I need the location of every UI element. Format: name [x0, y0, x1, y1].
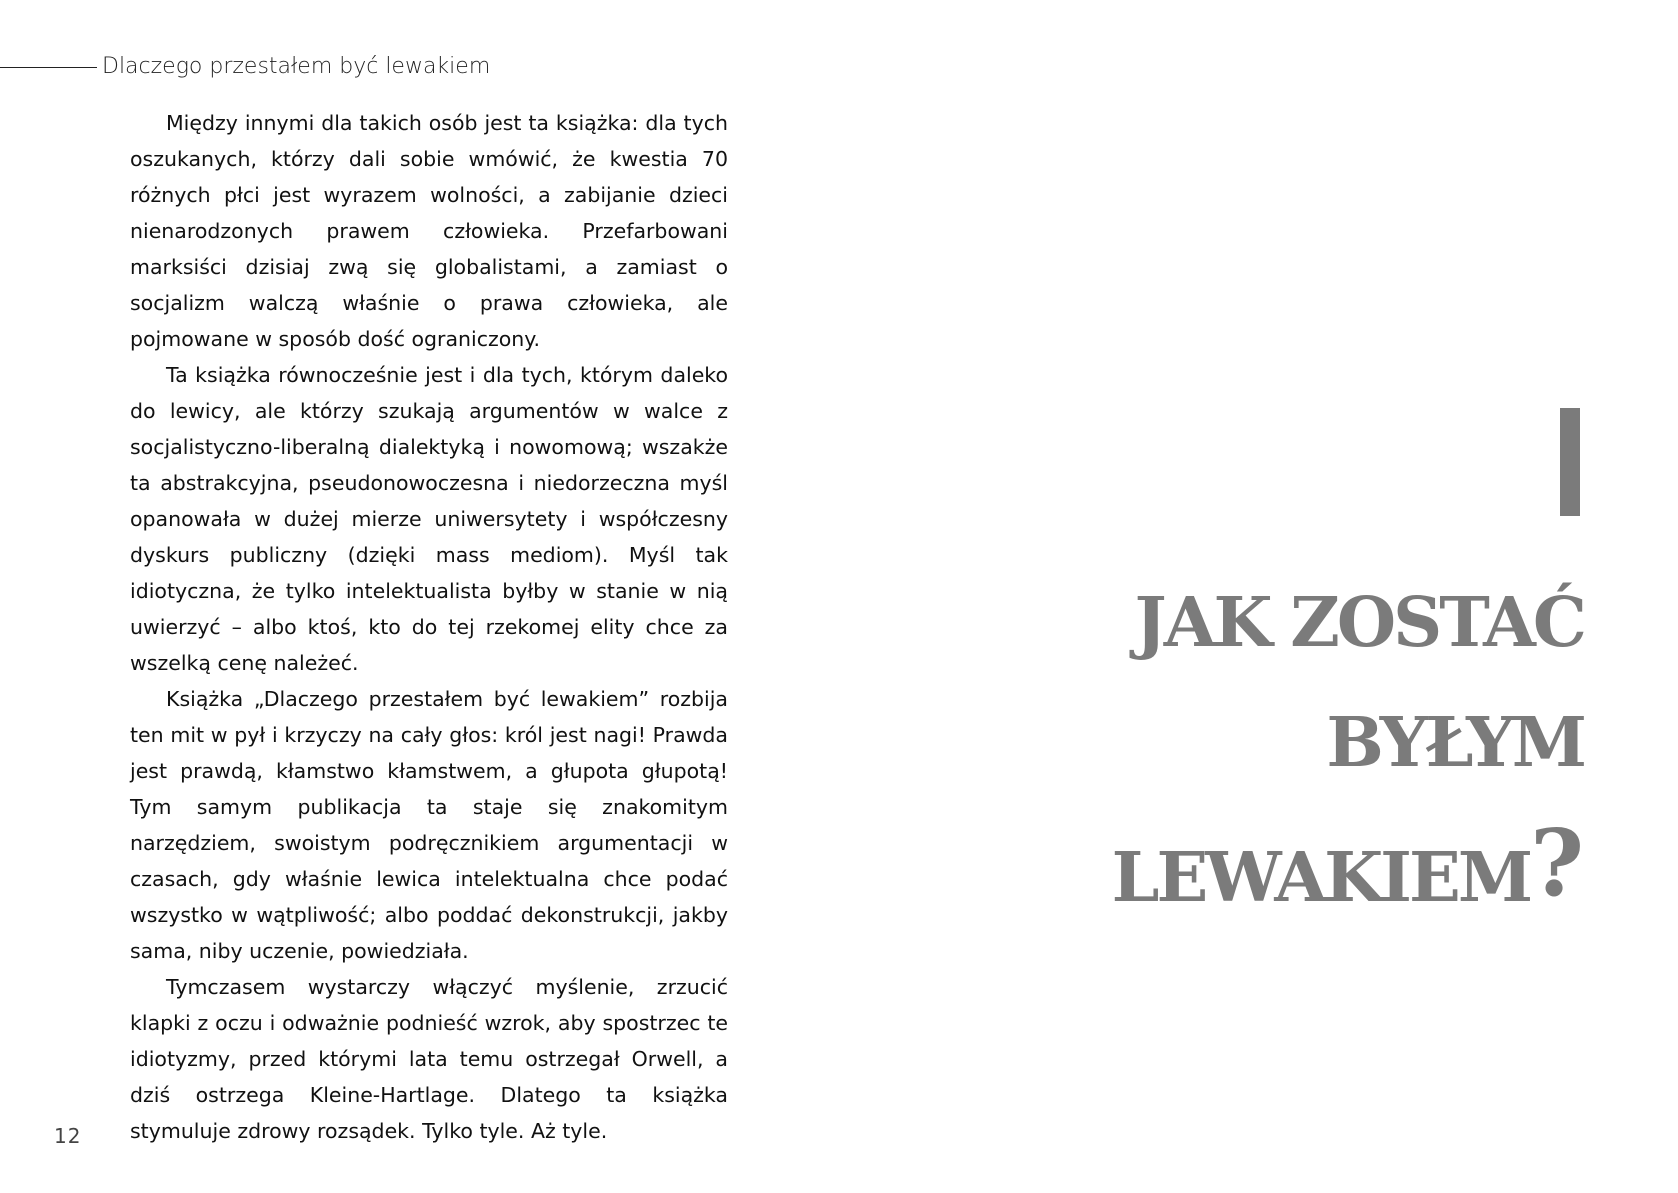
chapter-title-line-text: LEWAKIEM	[1111, 838, 1531, 918]
paragraph: Ta książka równocześnie jest i dla tych, którym daleko do lewicy, ale którzy szukają argumentów w walce z socjalistyczno-liberalną dialektyką i nowomową; wszakże ta abstrakcyjna, pseudonowoczesna i niedorzeczna myśl opanowała w dużej mierze uniwersytety i współczesny dyskurs publiczny (dzięki mass mediom). Myśl tak idiotyczna, że tylko intelektualista byłby w stanie w nią uwierzyć – albo ktoś, kto do tej rzekomej elity chce za wszelką cenę należeć.	[130, 363, 728, 675]
chapter-title	[1064, 563, 1584, 938]
chapter-number-roman-i	[1560, 408, 1580, 516]
running-head-rule	[0, 67, 97, 68]
body-text	[130, 105, 728, 1149]
chapter-title-line: JAK ZOSTAĆ	[1134, 583, 1584, 663]
paragraph: Książka „Dlaczego przestałem być lewakiem” rozbija ten mit w pył i krzyczy na cały głos: król jest nagi! Prawda jest prawdą, kłamstwo kłamstwem, a głupota głupotą! Tym samym publikacja ta staje się znakomitym narzędziem, swoistym podręcznikiem argumentacji w czasach, gdy właśnie lewica intelektualna chce podać wszystko w wątpliwość; albo poddać dekonstrukcji, jakby sama, niby uczenie, powiedziała.	[130, 687, 728, 963]
running-head: Dlaczego przestałem być lewakiem	[102, 54, 491, 79]
chapter-title-question-mark: ?	[1530, 809, 1584, 917]
chapter-title-line-last	[1064, 803, 1584, 938]
paragraph: Między innymi dla takich osób jest ta książka: dla tych oszukanych, którzy dali sobie wmówić, że kwestia 70 różnych płci jest wyrazem wolności, a zabijanie dzieci nienarodzonych prawem człowieka. Przefarbowani marksiści dzisiaj zwą się globalistami, a zamiast o socjalizm walczą właśnie o prawa człowieka, ale pojmowane w sposób dość ograniczony.	[130, 111, 728, 351]
chapter-title-line: BYŁYM	[1326, 703, 1584, 783]
paragraph: Tymczasem wystarczy włączyć myślenie, zrzucić klapki z oczu i odważnie podnieść wzrok, aby spostrzec te idiotyzmy, przed którymi lata temu ostrzegał Orwell, a dziś ostrzega Kleine-Hartlage. Dlatego ta książka stymuluje zdrowy rozsądek. Tylko tyle. Aż tyle.	[130, 975, 728, 1143]
page-number: 12	[54, 1124, 82, 1148]
